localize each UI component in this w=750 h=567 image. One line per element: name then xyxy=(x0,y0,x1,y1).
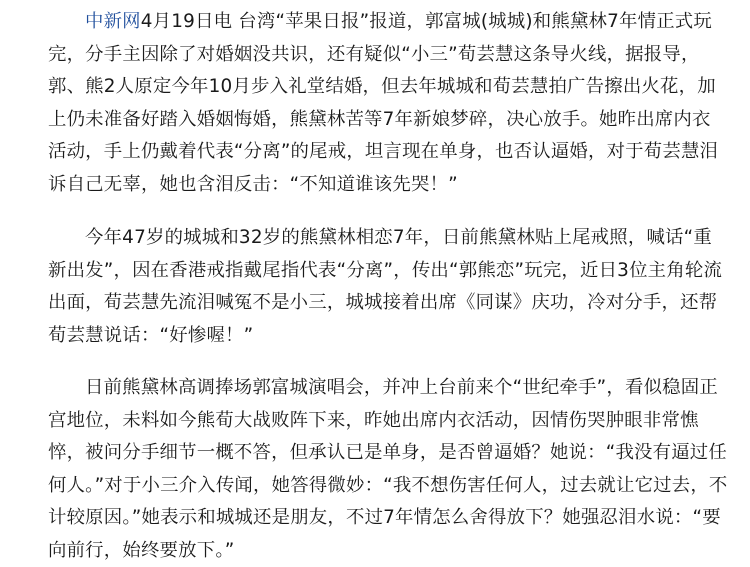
paragraph-1-text: 4月19日电 台湾“苹果日报”报道，郭富城(城城)和熊黛林7年情正式玩完，分手主因除了对婚姻没共识，还有疑似“小三”荀芸慧这条导火线，据报导，郭、熊2人原定今年10月步入礼堂结婚，但去年城城和荀芸慧拍广告擦出火花，加上仍未准备好踏入婚姻悔婚，熊黛林苦等7年新娘梦碎，决心放手。她昨出席内衣活动，手上仍戴着代表“分离”的尾戒，坦言现在单身，也否认逼婚，对于荀芸慧泪诉自己无辜，她也含泪反击：“不知道谁该先哭！” xyxy=(48,11,719,195)
news-article xyxy=(48,0,728,567)
article-paragraph-3: 日前熊黛林高调捧场郭富城演唱会，并冲上台前来个“世纪牵手”，看似稳固正宫地位，未料如今熊荀大战败阵下来，昨她出席内衣活动，因情伤哭肿眼非常憔悴，被问分手细节一概不答，但承认已是单身，是否曾逼婚？她说：“我没有逼过任何人。”对于小三介入传闻，她答得微妙：“我不想伤害任何人，过去就让它过去，不计较原因。”她表示和城城还是朋友，不过7年情怎么舍得放下？她强忍泪水说：“要向前行，始终要放下。” xyxy=(48,377,728,561)
article-paragraph-1 xyxy=(48,6,728,201)
source-link[interactable]: 中新网 xyxy=(85,11,141,32)
article-paragraph-2: 今年47岁的城城和32岁的熊黛林相恋7年，日前熊黛林贴上尾戒照，喊话“重新出发”，因在香港戒指戴尾指代表“分离”，传出“郭熊恋”玩完，近日3位主角轮流出面，荀芸慧先流泪喊冤不是小三，城城接着出席《同谋》庆功，冷对分手，还帮荀芸慧说话：“好惨喔！” xyxy=(48,227,723,346)
